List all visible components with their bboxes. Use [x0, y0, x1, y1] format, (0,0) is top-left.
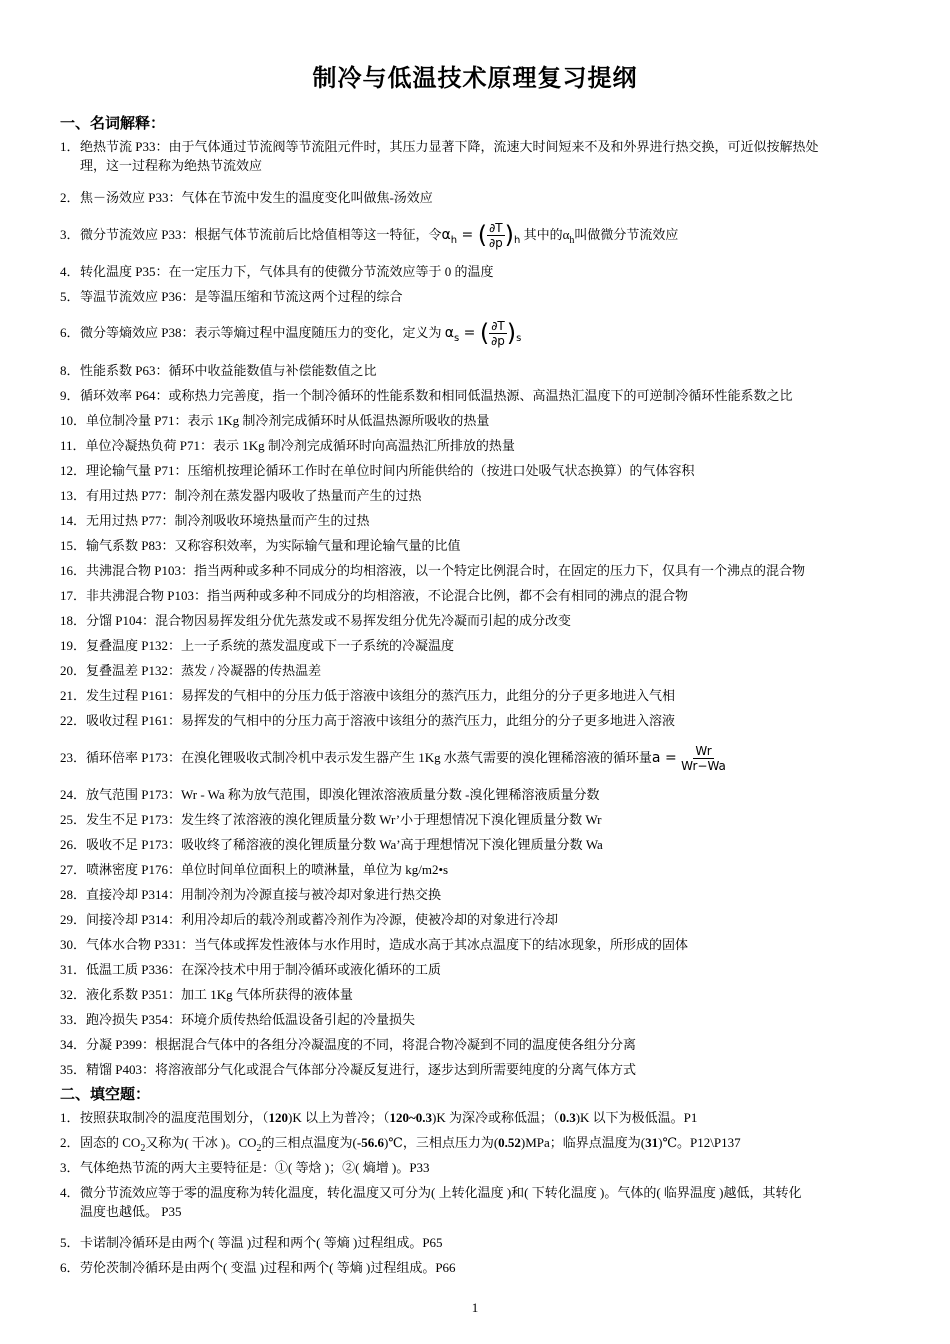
term-item: 19．复叠温度 P132：上一子系统的蒸发温度或下一子系统的冷凝温度 — [60, 638, 454, 653]
term-item: 21．发生过程 P161：易挥发的气相中的分压力低于溶液中该组分的蒸汽压力，此组分的分子更多地进入气相 — [60, 688, 675, 703]
formula-circulation-ratio: a = $\frac{Wr}{Wr-Wa}$ — [651, 743, 726, 773]
page-number: 1 — [471, 1300, 479, 1315]
term-item: 28．直接冷却 P314：用制冷剂为冷源直接与被冷却对象进行热交换 — [60, 887, 441, 902]
term-item: 25．发生不足 P173：发生终了浓溶液的溴化锂质量分数 Wr’小于理想情况下溴化锂质量分数 Wr — [60, 812, 602, 827]
section-heading-definitions: 一、名词解释： — [60, 114, 166, 132]
term-item: 31．低温工质 P336：在深冷技术中用于制冷循环或液化循环的工质 — [60, 962, 441, 977]
term-item: 9．循环效率 P64：或称热力完善度，指一个制冷循环的性能系数和相同低温热源、高温热汇温度下的可逆制冷循环性能系数之比 — [60, 388, 793, 403]
fill-item: 5．卡诺制冷循环是由两个( 等温 )过程和两个( 等熵 )过程组成。P65 — [60, 1235, 443, 1250]
term-item: 2．焦－汤效应 P33：气体在节流中发生的温度变化叫做焦-汤效应 — [60, 190, 433, 205]
term-item: 32．液化系数 P351：加工 1Kg 气体所获得的液体量 — [60, 987, 353, 1002]
term-item: 16．共沸混合物 P103：指当两种或多种不同成分的均相溶液，以一个特定比例混合时，在固定的压力下，仅具有一个沸点的混合物 — [60, 563, 805, 578]
term-item: 24．放气范围 P173：Wr - Wa 称为放气范围，即溴化锂浓溶液质量分数 -溴化锂稀溶液质量分数 — [60, 787, 600, 802]
fill-item: 2．固态的 $CO_2$又称为( 干冰 )。$CO_2$的三相点温度为(-56.6)℃，三相点压力为(0.52)MPa；临界点温度为(31)℃。P12\P137 — [60, 1135, 741, 1154]
document-title: 制冷与低温技术原理复习提纲 — [312, 64, 638, 92]
term-item: 29．间接冷却 P314：利用冷却后的载冷剂或蓄冷剂作为冷源，使被冷却的对象进行冷却 — [60, 912, 558, 927]
term-item: 35．精馏 P403：将溶液部分气化或混合气体部分冷凝反复进行，逐步达到所需要纯度的分离气体方式 — [60, 1062, 636, 1077]
formula-alpha-s: $\alpha_s$ = ( $\frac{\partial T}{\partial p}$ )$_s$ — [444, 318, 522, 348]
term-item: 4．转化温度 P35：在一定压力下，气体具有的使微分节流效应等于 0 的温度 — [60, 264, 494, 279]
term-item: 1．绝热节流 P33：由于气体通过节流阀等节流阻元件时，其压力显著下降，流速大时间短来不及和外界进行热交换，可近似按解热处 理，这一过程称为绝热节流效应 — [60, 139, 819, 173]
term-item: 22．吸收过程 P161：易挥发的气相中的分压力高于溶液中该组分的蒸汽压力，此组分的分子更多地进入溶液 — [60, 713, 675, 728]
term-item: 20．复叠温差 P132：蒸发 / 冷凝器的传热温差 — [60, 663, 322, 678]
fill-item: 1．按照获取制冷的温度范围划分，（120)K 以上为普冷；（120~0.3)K 为深冷或称低温；（0.3)K 以下为极低温。P1 — [60, 1110, 698, 1125]
formula-alpha-h: $\alpha_h$ = ( $\frac{\partial T}{\partial p}$ )$_h$ — [441, 220, 521, 250]
term-item-with-formula: 3．微分节流效应 P33：根据气体节流前后比焓值相等这一特征，令$\alpha_h$ = ( $\frac{\partial T}{\partial p}$ )$_h$ 其中的$\alpha_h$叫做微分节流效应 — [60, 220, 679, 250]
term-item-with-formula: 6．微分等熵效应 P38：表示等熵过程中温度随压力的变化，定义为 $\alpha_s$ = ( $\frac{\partial T}{\partial p}$ )$_s$ — [60, 318, 522, 348]
fill-item: 4．微分节流效应等于零的温度称为转化温度，转化温度又可分为( 上转化温度 )和( 下转化温度 )。气体的( 临界温度 )越低，其转化 温度也越低。 P35 — [60, 1185, 802, 1219]
term-item: 27．喷淋密度 P176：单位时间单位面积上的喷淋量，单位为 kg/m2•s — [60, 862, 449, 877]
term-item: 30．气体水合物 P331：当气体或挥发性液体与水作用时，造成水高于其冰点温度下的结冰现象，所形成的固体 — [60, 937, 688, 952]
term-item: 10．单位制冷量 P71：表示 1Kg 制冷剂完成循环时从低温热源所吸收的热量 — [60, 413, 490, 428]
fill-item: 6．劳伦茨制冷循环是由两个( 变温 )过程和两个( 等熵 )过程组成。P66 — [60, 1260, 456, 1275]
term-item: 8．性能系数 P63：循环中收益能数值与补偿能数值之比 — [60, 363, 377, 378]
term-item: 14．无用过热 P77：制冷剂吸收环境热量而产生的过热 — [60, 513, 370, 528]
section-heading-fill-in: 二、填空题： — [60, 1085, 151, 1103]
term-item: 5．等温节流效应 P36：是等温压缩和节流这两个过程的综合 — [60, 289, 403, 304]
term-item-with-formula: 23．循环倍率 P173：在溴化锂吸收式制冷机中表示发生器产生 1Kg 水蒸气需要的溴化锂稀溶液的循环量a = $\frac{Wr}{Wr-Wa}$ — [60, 743, 726, 773]
term-item: 34．分凝 P399：根据混合气体中的各组分冷凝温度的不同，将混合物冷凝到不同的温度使各组分分离 — [60, 1037, 636, 1052]
term-item: 15．输气系数 P83：又称容积效率，为实际输气量和理论输气量的比值 — [60, 538, 461, 553]
fill-item: 3．气体绝热节流的两大主要特征是：①( 等焓 )；②( 熵增 )。P33 — [60, 1160, 430, 1175]
term-item: 12．理论输气量 P71：压缩机按理论循环工作时在单位时间内所能供给的（按进口处吸气状态换算）的气体容积 — [60, 463, 695, 478]
term-item: 13．有用过热 P77：制冷剂在蒸发器内吸收了热量而产生的过热 — [60, 488, 422, 503]
term-item: 33．跑冷损失 P354：环境介质传热给低温设备引起的冷量损失 — [60, 1012, 415, 1027]
term-item: 17．非共沸混合物 P103：指当两种或多种不同成分的均相溶液，不论混合比例，都不会有相同的沸点的混合物 — [60, 588, 688, 603]
term-item: 11．单位冷凝热负荷 P71：表示 1Kg 制冷剂完成循环时向高温热汇所排放的热量 — [60, 438, 515, 453]
term-item: 26．吸收不足 P173：吸收终了稀溶液的溴化锂质量分数 Wa’高于理想情况下溴化锂质量分数 Wa — [60, 837, 603, 852]
term-item: 18．分馏 P104：混合物因易挥发组分优先蒸发或不易挥发组分优先冷凝而引起的成分改变 — [60, 613, 571, 628]
